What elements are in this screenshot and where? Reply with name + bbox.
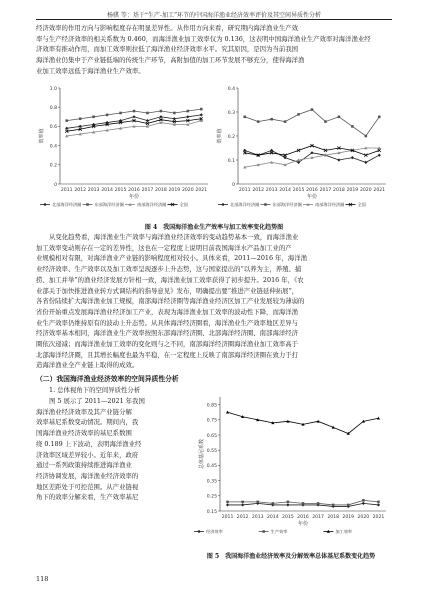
data-point: [226, 503, 229, 506]
x-tick-label: 2021: [372, 515, 385, 520]
text-line: 济效率有推动作用，而加工效率则拉低了海洋渔业经济效率水平。究其原因，是因为当前我国: [36, 45, 299, 54]
x-tick-label: 2018: [327, 515, 340, 520]
legend-item: [259, 528, 289, 535]
data-point: [311, 108, 314, 111]
section-heading: （二）我国海洋渔业经济效率的空间异质性分析: [36, 375, 179, 383]
legend-item: [323, 528, 353, 535]
data-point: [173, 112, 176, 115]
data-point: [272, 502, 275, 505]
text-line: 国海洋渔业经济效率的基尼系数围: [36, 429, 132, 438]
text-line: 加工效率变动则存在一定的差异性，这也在一定程度上说明目前我国海洋水产品加工业的产: [36, 243, 292, 252]
text-line: 业部关于加快推进渔业转方式调结构的指导意见》发布，明确提出要“推进产业链延伸拓展”，: [36, 286, 299, 295]
legend-label: 加工效率: [335, 529, 353, 534]
header-rule: [36, 19, 392, 20]
data-point: [119, 112, 122, 115]
legend-label: 生产效率: [270, 529, 288, 534]
running-header: 杨骐 等：基于“生产-加工”环节的中国海洋渔业经济效率评价及其空间异质性分析: [106, 12, 322, 19]
legend-label: 北部海洋经济圈: [230, 202, 260, 207]
y-tick-label: 1.0: [49, 86, 57, 92]
x-axis-label: 年份: [128, 194, 140, 200]
data-point: [79, 125, 82, 128]
legend-item: [218, 201, 259, 208]
text-line: 经济效率基本相同，海洋渔业生产效率按照东部海洋经济圈、北部海洋经济圈、南部海洋经济: [36, 329, 299, 338]
data-point: [362, 499, 365, 502]
text-line: 捞、加工并举”的渔业经济发展方针相一致，海洋渔业加工效率获得了初步提升。2016 年，《农: [36, 275, 304, 284]
y-tick-label: 0.8: [49, 106, 57, 111]
x-tick-label: 2020: [181, 188, 194, 193]
data-point: [286, 503, 289, 506]
left-column-text: [36, 396, 188, 503]
y-tick-label: 0.3: [227, 110, 235, 116]
text-line: 业规模相对有限，对海洋渔业产业链的影响程度相对较小。具体来看，2011—2016 年，海洋渔: [36, 254, 308, 263]
x-tick-label: 2016: [128, 188, 140, 193]
figure4-left-chart: [36, 80, 214, 220]
y-axis-label: 效率值: [39, 128, 45, 144]
data-point: [364, 161, 367, 164]
legend-marker: [86, 203, 89, 206]
legend-item: [194, 528, 224, 535]
text-line: 造海洋渔业全产业链上取得的成效。: [36, 361, 139, 370]
x-tick-label: 2021: [373, 188, 386, 193]
x-tick-label: 2016: [297, 515, 309, 520]
legend-item: [303, 201, 344, 208]
data-point: [378, 116, 381, 119]
y-tick-label: 0.4: [49, 144, 57, 150]
legend-label: 全国: [179, 202, 188, 207]
text-line: 从变化趋势看，海洋渔业生产效率与海洋渔业经济效率的变动趋势基本一致，而海洋渔业: [49, 233, 299, 241]
x-tick-label: 2013: [87, 188, 100, 193]
x-tick-label: 2019: [342, 515, 355, 520]
y-tick-label: 0.1: [227, 158, 235, 164]
text-line: 图 5 展示了 2011—2021 年我国: [49, 397, 145, 405]
data-point: [351, 125, 354, 128]
data-point: [92, 116, 95, 119]
y-tick-label: 0.85: [206, 403, 217, 409]
text-line: 济效率区域差异较小。近年来，政府: [36, 450, 139, 459]
x-axis-label: 年份: [306, 194, 318, 200]
data-point: [338, 116, 341, 119]
y-tick-label: 0: [232, 182, 235, 188]
x-tick-label: 2017: [319, 188, 332, 193]
data-point: [200, 113, 203, 116]
data-point: [186, 115, 189, 118]
data-point: [317, 502, 320, 505]
main-paragraph: [36, 232, 392, 371]
legend-label: 经济效率: [206, 529, 223, 534]
y-tick-label: 0.45: [206, 464, 217, 470]
x-tick-label: 2018: [155, 188, 167, 193]
data-point: [241, 503, 244, 506]
y-tick-label: 0.75: [206, 418, 217, 424]
x-tick-label: 2021: [195, 188, 208, 193]
legend-marker: [197, 530, 200, 533]
data-point: [351, 156, 354, 159]
data-point: [159, 115, 162, 118]
text-line: 北部海洋经济圈，且其增长幅度也最为平稳，在一定程度上反映了南部海洋经济圈在致力于打: [36, 350, 299, 359]
data-point: [337, 158, 340, 161]
data-point: [270, 118, 273, 121]
data-point: [187, 110, 190, 113]
data-point: [200, 108, 203, 111]
x-tick-label: 2011: [221, 515, 234, 520]
subsection-heading: 1. 总体视角下的空间异质性分析: [49, 386, 141, 394]
text-line: 通过一系列政策持续推进海洋渔业: [36, 461, 132, 470]
figure4-caption: 图 4 我国海洋渔业生产效率与加工效率变化趋势图: [144, 224, 284, 231]
text-line: 业经济效率、生产效率以及加工效率呈现逐步上升态势，这与国家提出的“以养为主，养殖、捕: [36, 265, 302, 274]
x-axis-label: 年份: [297, 521, 309, 527]
legend-item: [261, 201, 302, 208]
x-tick-label: 2013: [265, 188, 278, 193]
data-point: [132, 115, 135, 118]
data-point: [284, 120, 287, 123]
x-tick-label: 2011: [60, 188, 73, 193]
x-tick-label: 2014: [266, 515, 279, 520]
figure5-chart: [190, 387, 392, 549]
x-tick-label: 2011: [238, 188, 251, 193]
data-point: [133, 110, 136, 113]
x-tick-label: 2012: [74, 188, 87, 193]
legend-marker: [262, 530, 265, 533]
data-point: [332, 504, 335, 507]
y-axis-label: 总体基尼系数: [199, 438, 205, 470]
intro-paragraph: [36, 23, 392, 77]
legend-marker: [221, 203, 224, 206]
text-line: 业生产效率仍维持原有的波动上升态势。从具体海洋经济圈看，海洋渔业生产效率地区差异与: [36, 318, 299, 327]
x-tick-label: 2017: [141, 188, 154, 193]
text-line: 效率基尼系数变动情况。期间内，我: [36, 418, 139, 427]
legend-label: 东部海洋经济圈: [272, 202, 302, 207]
data-point: [146, 112, 149, 115]
series-line: [67, 121, 202, 136]
y-tick-label: 0.6: [49, 125, 57, 131]
data-point: [79, 117, 82, 120]
y-axis-label: 效率值: [217, 128, 223, 144]
legend-label: 南部海洋经济圈: [137, 202, 167, 207]
data-point: [146, 119, 149, 122]
text-line: 经济效率的作用方向与影响程度存在明显差异性。从作用方向来看，研究期内海洋渔业生产效: [36, 24, 299, 32]
y-tick-label: 0.55: [206, 449, 217, 454]
x-tick-label: 2020: [357, 515, 370, 520]
legend-label: 北部海洋经济圈: [52, 202, 82, 207]
x-tick-label: 2015: [114, 188, 127, 193]
data-point: [65, 127, 68, 130]
y-tick-label: 0.65: [206, 433, 217, 439]
y-tick-label: 0.25: [206, 494, 217, 500]
y-tick-label: 0.2: [227, 134, 235, 140]
text-line: 省份开始重点发展海洋渔业经济加工产业，表现为海洋渔业加工效率的波动性下降，而海洋渔: [36, 307, 299, 316]
x-tick-label: 2014: [101, 188, 113, 193]
x-tick-label: 2018: [333, 188, 345, 193]
legend-label: 东部海洋经济圈: [94, 202, 124, 207]
x-tick-label: 2016: [306, 188, 318, 193]
legend-item: [83, 201, 124, 208]
data-point: [226, 411, 229, 414]
data-point: [365, 135, 368, 138]
x-tick-label: 2015: [282, 515, 294, 520]
legend-item: [40, 201, 81, 208]
text-line: 角下的效率分解来看，生产效率基尼: [36, 493, 139, 502]
data-point: [377, 503, 380, 506]
legend-item: [125, 201, 166, 208]
x-tick-label: 2013: [251, 515, 264, 520]
x-tick-label: 2012: [236, 515, 249, 520]
data-point: [378, 154, 381, 157]
data-point: [302, 502, 305, 505]
x-tick-label: 2019: [168, 188, 181, 193]
x-tick-label: 2012: [252, 188, 265, 193]
data-point: [243, 116, 246, 119]
page-number: 118: [36, 575, 49, 583]
y-tick-label: 0.15: [206, 509, 217, 515]
data-point: [324, 120, 327, 123]
legend-item: [346, 201, 366, 208]
legend-label: 全国: [357, 202, 366, 207]
x-tick-label: 2020: [359, 188, 372, 193]
series-line: [245, 110, 380, 136]
legend-item: [168, 201, 188, 208]
x-tick-label: 2014: [279, 188, 291, 193]
data-point: [347, 504, 350, 507]
figure4-right-chart: [214, 80, 392, 220]
legend-marker: [43, 203, 46, 206]
text-line: 地区差距处于可控范围。从产业链视: [36, 482, 139, 491]
text-line: 率与生产经济效率的相关系数为 0.460，而海洋渔业加工效率仅为 0.136，这表明中国海洋渔业生产效率对海洋渔业经: [36, 34, 371, 43]
data-point: [226, 501, 229, 504]
text-line: 圈依次递减；而海洋渔业加工效率的变化则与之不同，南部海洋经济圈海洋渔业加工效率高于: [36, 340, 299, 349]
data-point: [173, 117, 176, 120]
x-tick-label: 2015: [292, 188, 305, 193]
y-tick-label: 0.35: [206, 479, 217, 485]
y-tick-label: 0.4: [227, 86, 235, 92]
text-line: 海洋渔业经济效率及其产业链分解: [36, 407, 132, 416]
legend-marker: [264, 203, 267, 206]
data-point: [256, 501, 259, 504]
x-tick-label: 2017: [312, 515, 324, 520]
data-point: [297, 113, 300, 116]
data-point: [287, 501, 290, 504]
text-line: 经济协调发展，海洋渔业经济效率的: [36, 471, 139, 480]
text-line: 各省份陆续扩大海洋渔业加工规模，南部海洋经济圈等海洋渔业经济区加工产业发展较为薄弱的: [36, 297, 305, 306]
data-point: [65, 119, 68, 122]
legend-label: 南部海洋经济圈: [315, 202, 345, 207]
data-point: [362, 502, 365, 505]
data-point: [257, 120, 260, 123]
x-tick-label: 2019: [346, 188, 359, 193]
y-tick-label: 0.2: [49, 163, 57, 169]
data-point: [106, 114, 109, 117]
text-line: 业加工效率远低于海洋渔业生产效率。: [36, 66, 145, 75]
figure5-caption: 图 5 我国海洋渔业经济效率及分解效率总体基尼系数变化趋势: [206, 553, 376, 560]
text-line: 绕 0.189 上下波动，表明海洋渔业经: [36, 439, 142, 448]
data-point: [160, 110, 163, 113]
data-point: [377, 501, 380, 504]
y-tick-label: 0: [54, 182, 57, 188]
data-point: [241, 501, 244, 504]
text-line: 海洋渔业仍集中于产业链低端的传统生产环节，高附加值的加工环节发展不够充分，使得海洋渔: [36, 56, 305, 65]
